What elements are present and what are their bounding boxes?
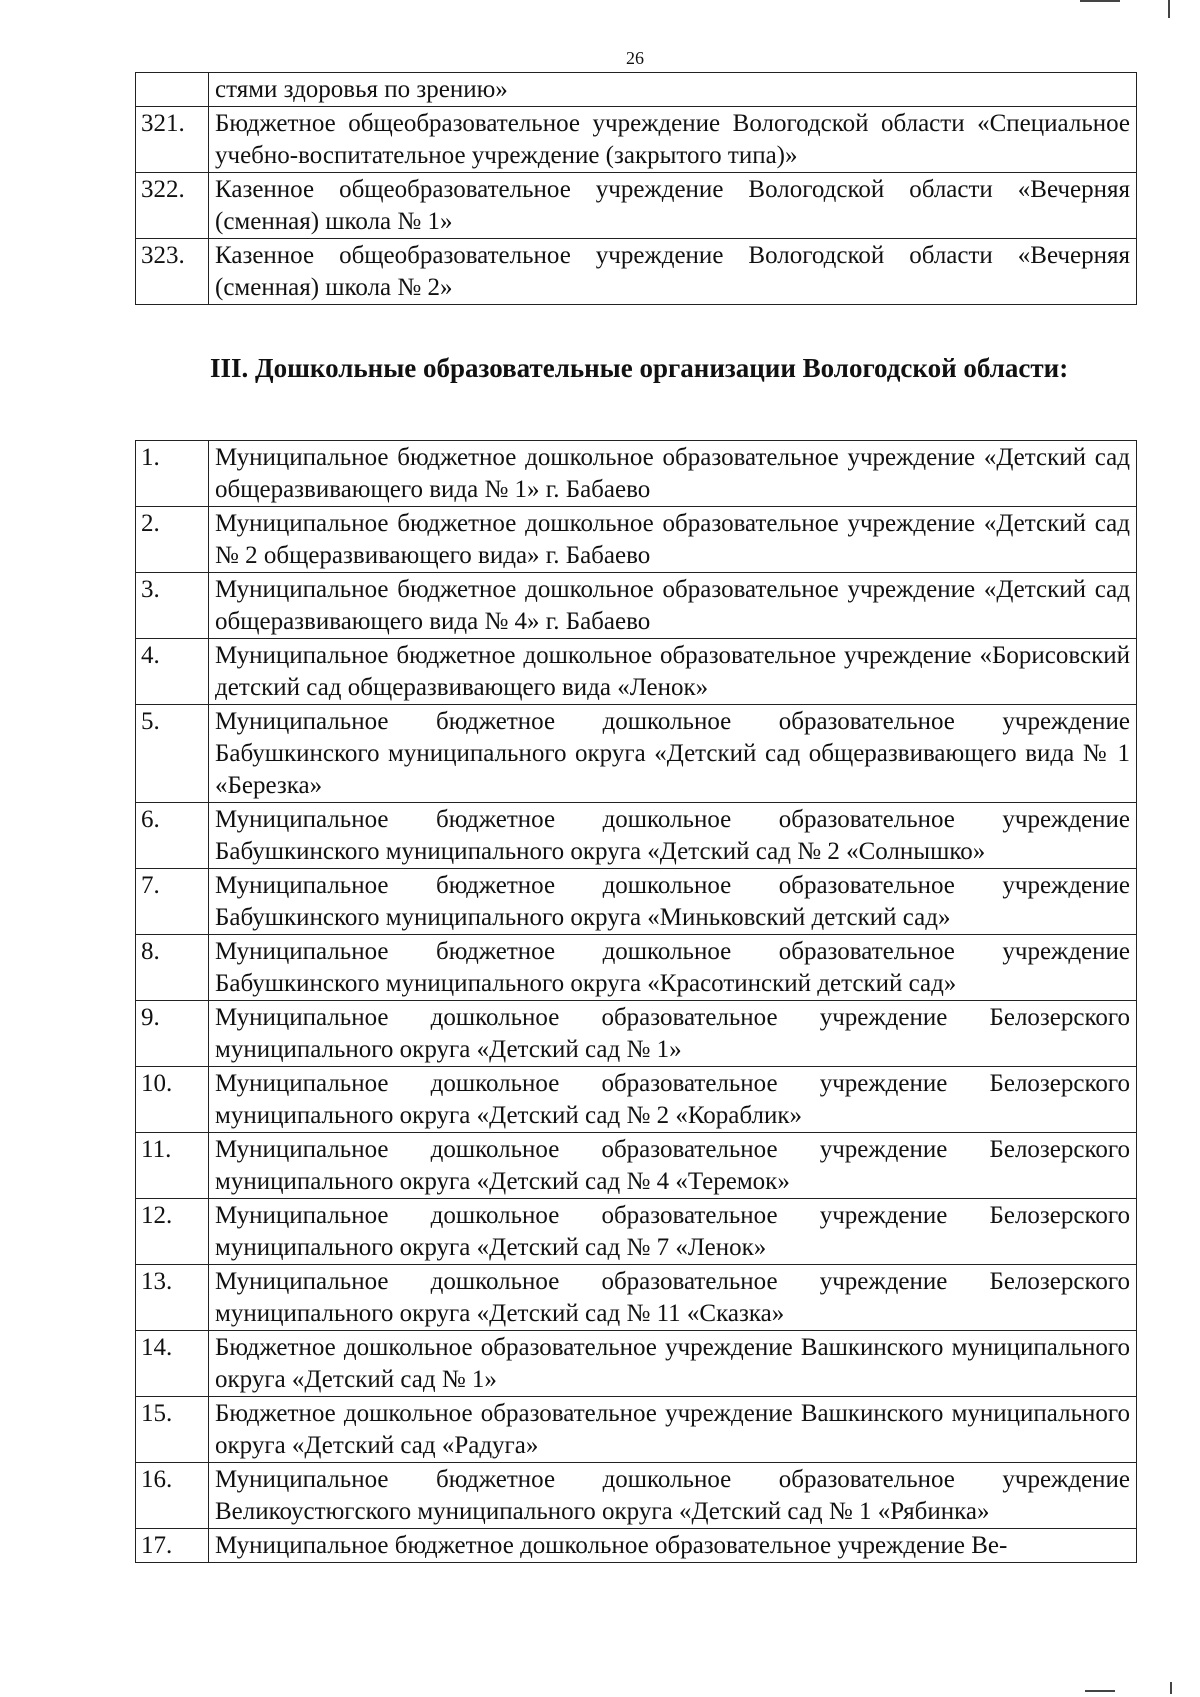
page-number: 26 [626, 48, 644, 68]
table-row [136, 1331, 1137, 1397]
section-heading: III. Дошкольные образовательные организации Вологодской области: [210, 353, 1069, 383]
row-text: Муниципальное бюджетное дошкольное образовательное учреждение «Борисовский детский сад общеразвивающего вида «Ленок» [209, 639, 1137, 705]
table-row [136, 573, 1137, 639]
table-row [136, 239, 1137, 305]
row-number: 8. [136, 935, 209, 1001]
row-number: 15. [136, 1397, 209, 1463]
row-number: 5. [136, 705, 209, 803]
row-text: Муниципальное дошкольное образовательное учреждение Белозерского муниципального округа «Детский сад № 4 «Теремок» [209, 1133, 1137, 1199]
row-number: 10. [136, 1067, 209, 1133]
row-number: 13. [136, 1265, 209, 1331]
row-number: 17. [136, 1529, 209, 1563]
table-row [136, 73, 1137, 107]
row-number: 12. [136, 1199, 209, 1265]
scan-edge-mark [1168, 0, 1170, 18]
table-row [136, 803, 1137, 869]
table-row [136, 639, 1137, 705]
table-row [136, 1133, 1137, 1199]
row-number: 4. [136, 639, 209, 705]
row-number: 7. [136, 869, 209, 935]
row-text: Муниципальное дошкольное образовательное учреждение Белозерского муниципального округа «Детский сад № 11 «Сказка» [209, 1265, 1137, 1331]
row-text: Казенное общеобразовательное учреждение Вологодской области «Вечерняя (сменная) школа № 1» [209, 173, 1137, 239]
row-number: 3. [136, 573, 209, 639]
preschool-table [135, 440, 1137, 1563]
table-row [136, 1001, 1137, 1067]
row-number: 2. [136, 507, 209, 573]
row-text: Муниципальное дошкольное образовательное учреждение Белозерского муниципального округа «Детский сад № 1» [209, 1001, 1137, 1067]
row-text: Бюджетное дошкольное образовательное учреждение Вашкинского муниципального округа «Детский сад «Радуга» [209, 1397, 1137, 1463]
row-text: Казенное общеобразовательное учреждение Вологодской области «Вечерняя (сменная) школа № 2» [209, 239, 1137, 305]
row-number: 322. [136, 173, 209, 239]
row-number [136, 73, 209, 107]
row-text: Муниципальное бюджетное дошкольное образовательное учреждение «Детский сад № 2 общеразвивающего вида» г. Бабаево [209, 507, 1137, 573]
row-number: 11. [136, 1133, 209, 1199]
table-row [136, 1529, 1137, 1563]
row-number: 9. [136, 1001, 209, 1067]
row-text: Муниципальное бюджетное дошкольное образовательное учреждение Великоустюгского муниципального округа «Детский сад № 1 «Рябинка» [209, 1463, 1137, 1529]
scan-edge-mark [1085, 1690, 1115, 1692]
table-row [136, 1265, 1137, 1331]
scan-edge-mark [1080, 0, 1120, 2]
row-text: Муниципальное бюджетное дошкольное образовательное учреждение Ве- [209, 1529, 1137, 1563]
row-text: Муниципальное бюджетное дошкольное образовательное учреждение «Детский сад общеразвивающего вида № 4» г. Бабаево [209, 573, 1137, 639]
row-text: Бюджетное общеобразовательное учреждение Вологодской области «Специальное учебно-воспитательное учреждение (закрытого типа)» [209, 107, 1137, 173]
row-text: Бюджетное дошкольное образовательное учреждение Вашкинского муниципального округа «Детский сад № 1» [209, 1331, 1137, 1397]
row-number: 14. [136, 1331, 209, 1397]
table-row [136, 173, 1137, 239]
row-text: Муниципальное бюджетное дошкольное образовательное учреждение «Детский сад общеразвивающего вида № 1» г. Бабаево [209, 441, 1137, 507]
row-text: стями здоровья по зрению» [209, 73, 1137, 107]
row-number: 6. [136, 803, 209, 869]
table-row [136, 869, 1137, 935]
row-number: 16. [136, 1463, 209, 1529]
table-row [136, 441, 1137, 507]
table-row [136, 1463, 1137, 1529]
row-number: 321. [136, 107, 209, 173]
table-row [136, 1067, 1137, 1133]
table-row [136, 1397, 1137, 1463]
row-number: 323. [136, 239, 209, 305]
row-text: Муниципальное дошкольное образовательное учреждение Белозерского муниципального округа «Детский сад № 2 «Кораблик» [209, 1067, 1137, 1133]
row-text: Муниципальное бюджетное дошкольное образовательное учреждение Бабушкинского муниципального округа «Миньковский детский сад» [209, 869, 1137, 935]
table-row [136, 935, 1137, 1001]
table-row [136, 107, 1137, 173]
table-row [136, 507, 1137, 573]
scan-edge-mark [1170, 1682, 1172, 1694]
table-row [136, 1199, 1137, 1265]
top-table [135, 72, 1137, 305]
row-text: Муниципальное бюджетное дошкольное образовательное учреждение Бабушкинского муниципального округа «Детский сад № 2 «Солнышко» [209, 803, 1137, 869]
row-text: Муниципальное бюджетное дошкольное образовательное учреждение Бабушкинского муниципального округа «Красотинский детский сад» [209, 935, 1137, 1001]
row-text: Муниципальное дошкольное образовательное учреждение Белозерского муниципального округа «Детский сад № 7 «Ленок» [209, 1199, 1137, 1265]
table-row [136, 705, 1137, 803]
row-number: 1. [136, 441, 209, 507]
row-text: Муниципальное бюджетное дошкольное образовательное учреждение Бабушкинского муниципального округа «Детский сад общеразвивающего вида № 1 «Березка» [209, 705, 1137, 803]
